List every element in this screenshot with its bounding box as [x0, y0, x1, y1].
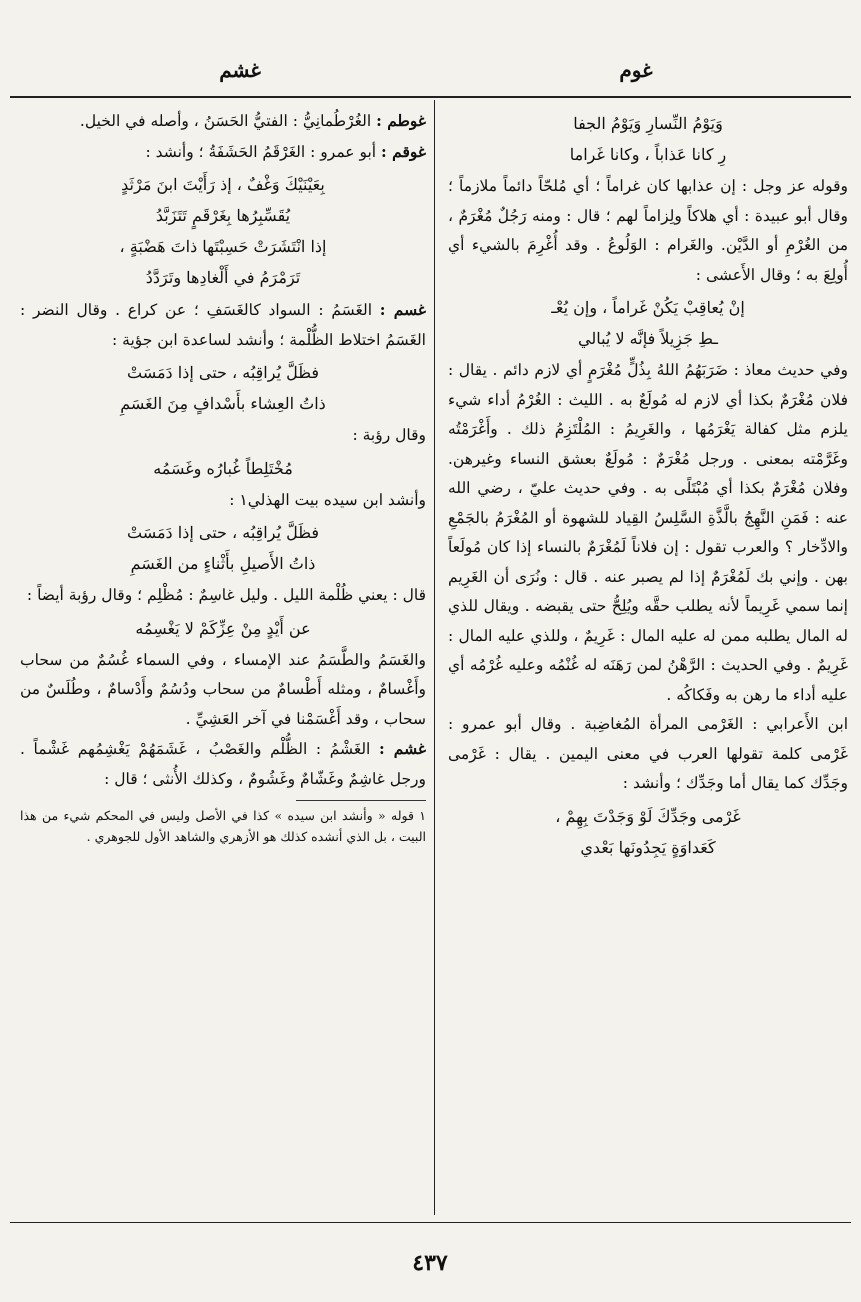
verse-line: وَيَوْمُ النِّسارِ وَيَوْمُ الجفا: [573, 114, 723, 133]
body-paragraph: وقال رؤبة :: [352, 426, 426, 444]
body-paragraph: وأنشد ابن سيده بيت الهذلي١ :: [229, 490, 426, 509]
verse-line: ذاتُ العِشاء بأَسْدافٍ مِنَ الغَسَمِ: [120, 394, 326, 413]
entry-paragraph: [20, 295, 426, 355]
verse: [20, 169, 426, 293]
body-paragraph: وفي حديث معاذ : ضَرَبَهُمُ اللهُ بِذُلٍّ مُغْرَمٍ أي لازم دائم . يقال : فلان مُغْرَمٌ بكذا أي لازم له مُولَعٌ به . الليث : الغُرْمُ أداء شيء يلزم مثل كفالة يَغْرَمُها ، والغَرِيمُ : المُلْتَزِمُ ذلك . وأَغْرَمْتُه وغَرَّمْته بمعنى . ورجل مُغْرَمٌ : مُولَعٌ بعشق النساء وغيرهن. وفلان مُغْرَمٌ بكذا أي مُبْتَلًى به . وفي حديث عليّ ، رضي الله عنه : فَمَنِ النَّهِجُ بالَّذَّةِ السَّلِسُ القِياد للشهوة أو المُغْرَمُ بالجَمْعِ والادِّخار ؟ والعرب تقول : إن فلاناً لَمُغْرَمٌ بالنساء إذا كان مُولَعاً بهن . وإني بك لَمُغْرَمٌ إذا لم يصبر عنه . قال : ونُرَى أن الغَرِيم إنما سمي غَرِيماً لأنه يطلب حقَّه ويُلِحُّ حتى يقبضه . ويقال للذي له المال يطلبه ممن له عليه المال : غَرِيمٌ ، وللذي عليه المال : غَرِيمٌ . وفي الحديث : الرَّهْنُ لمن رَهَنَه له غُنْمُه وعليه غُرْمُه أي عليه أداء ما رهن به وفَكاكُه .: [448, 361, 848, 704]
verse-line: يُقَسِّبِرُها بِغَرْقَمٍ تَتَزَبَّدُ: [155, 206, 291, 225]
verse-line: ذاتُ الأَصيلِ بأَثْناءٍ من الغَسَمِ: [130, 554, 316, 573]
verse-line: فظَلَّ يُراقِبُه ، حتى إذا دَمَسَتْ: [126, 523, 319, 542]
entry-paragraph: [20, 106, 426, 137]
headword: غسم :: [379, 300, 426, 319]
verse-line: فظَلَّ يُراقِبُه ، حتى إذا دَمَسَتْ: [126, 363, 319, 382]
entry-text: أبو عمرو : الغَرْقَمُ الحَشَفَةُ ؛ وأنشد :: [145, 142, 377, 161]
verse: [20, 517, 426, 579]
running-head-left: غشم: [219, 58, 261, 82]
verse-line: كَعَداوَةٍ يَجِدُونَها بَعْدي: [580, 837, 716, 857]
verse: [448, 292, 848, 354]
entry-paragraph: [20, 734, 426, 794]
verse-line: بِعَيْنَيْكَ وَغْفٌ ، إذ رَأَيْتَ ابنَ مَرْثَدٍ: [121, 175, 325, 194]
right-column: [448, 106, 848, 1216]
body-paragraph: قال : يعني ظُلْمة الليل . وليل غاسِمٌ : مُظْلِم ؛ وقال رؤبة أيضاً :: [26, 586, 426, 604]
body-paragraph: والغَسَمُ والطَّسَمُ عند الإمساء ، وفي السماء غُسُمٌ من سحاب وأَغْسامٌ ، ومثله أَطْسامٌ من سحاب ودُسُمٌ وأَدْسامٌ ، وطُلَسٌ من سحاب ، وقد أَغْسَمْنا في آخر العَشِيِّ .: [20, 650, 426, 728]
entry-text: الغَسَمُ : السواد كالغَسَفِ ؛ عن كراع . وقال النضر : الغَسَمُ اختلاط الظُّلْمة ؛ وأنشد لساعدة ابن جؤية :: [20, 301, 426, 349]
verse: [20, 453, 426, 484]
footnote: ١ قوله « وأنشد ابن سيده » كذا في الأصل وليس في المحكم شيء من هذا البيت ، بل الذي أنشده كذلك هو الأزهري والشاهد الأول للجوهري .: [20, 808, 426, 844]
body-paragraph: وقوله عز وجل : إن عذابها كان غراماً ؛ أي مُلحّاً دائماً ملازماً ؛ وقال أبو عبيدة : أي هلاكاً ولِزاماً لهم ؛ قال : ومنه رَجُلٌ مُغْرَمٌ ، من الغُرْمِ أو الدَّيْن. والغَرام : الوَلُوعُ . وقد أُغْرِمَ بالشيء أي أُولِعَ به ؛ وقال الأَعشى :: [448, 177, 848, 284]
verse-line: عن أَيْدٍ مِنْ عِزِّكَمْ لا يَغْسِمُه: [135, 618, 311, 638]
header-rule: [10, 96, 851, 98]
entry-text: الغَشْمُ : الظُّلْم والغَصْبُ ، غَشَمَهُمْ يَغْشِمُهم غَشْماً . ورجل غاشِمٌ وغَشّامٌ وغَشُومٌ ، وكذلك الأُنثى ؛ قال :: [20, 740, 426, 788]
entry-text: الغُرْطُمانِيُّ : الفتيُّ الحَسَنُ ، وأصله في الخيل.: [79, 112, 372, 130]
verse-line: إذا انْتَشَرَتْ حَسِبْتَها ذاتَ هَضْبَةٍ ،: [119, 237, 327, 256]
left-column: [20, 106, 426, 1216]
verse-line: تَرَمْرَمُ في أَلْغادِها وتَرَدَّدُ: [145, 268, 301, 287]
verse-line: إنْ يُعاقِبْ يَكُنْ غَراماً ، وإن يُعْـ: [551, 298, 745, 317]
verse-line: مُخْتَلِطاً غُبارُه وغَسَمُه: [153, 458, 293, 478]
verse: [20, 613, 426, 644]
verse: [448, 801, 848, 863]
verse-line: غَرْمى وجَدِّكَ لَوْ وَجَدْتَ بِهِمْ ،: [555, 806, 741, 826]
entry-paragraph: [20, 137, 426, 168]
verse: [20, 357, 426, 419]
running-head-right: غوم: [619, 58, 653, 82]
headword: غوقم :: [381, 141, 426, 161]
verse-line: رِ كانا عَذاباً ، وكانا غَراما: [569, 145, 727, 164]
footer-rule: [10, 1222, 851, 1223]
column-divider: [434, 100, 435, 1215]
page-number: ٤٣٧: [412, 1250, 448, 1276]
verse: [448, 108, 848, 170]
headword: غوطم :: [376, 111, 426, 130]
headword: غشم :: [378, 739, 426, 758]
body-paragraph: ابن الأَعرابي : الغَرْمى المرأة المُغاضِبة . وقال أبو عمرو : غَرْمى كلمة تقولها العرب في معنى اليمين . يقال : غَرْمى وجَدِّك كما يقال أما وجَدِّك ؛ وأنشد :: [448, 715, 848, 792]
footnote-rule: [296, 800, 426, 801]
verse-line: ـطِ جَزِيلاً فإنَّه لا يُبالي: [578, 329, 718, 348]
